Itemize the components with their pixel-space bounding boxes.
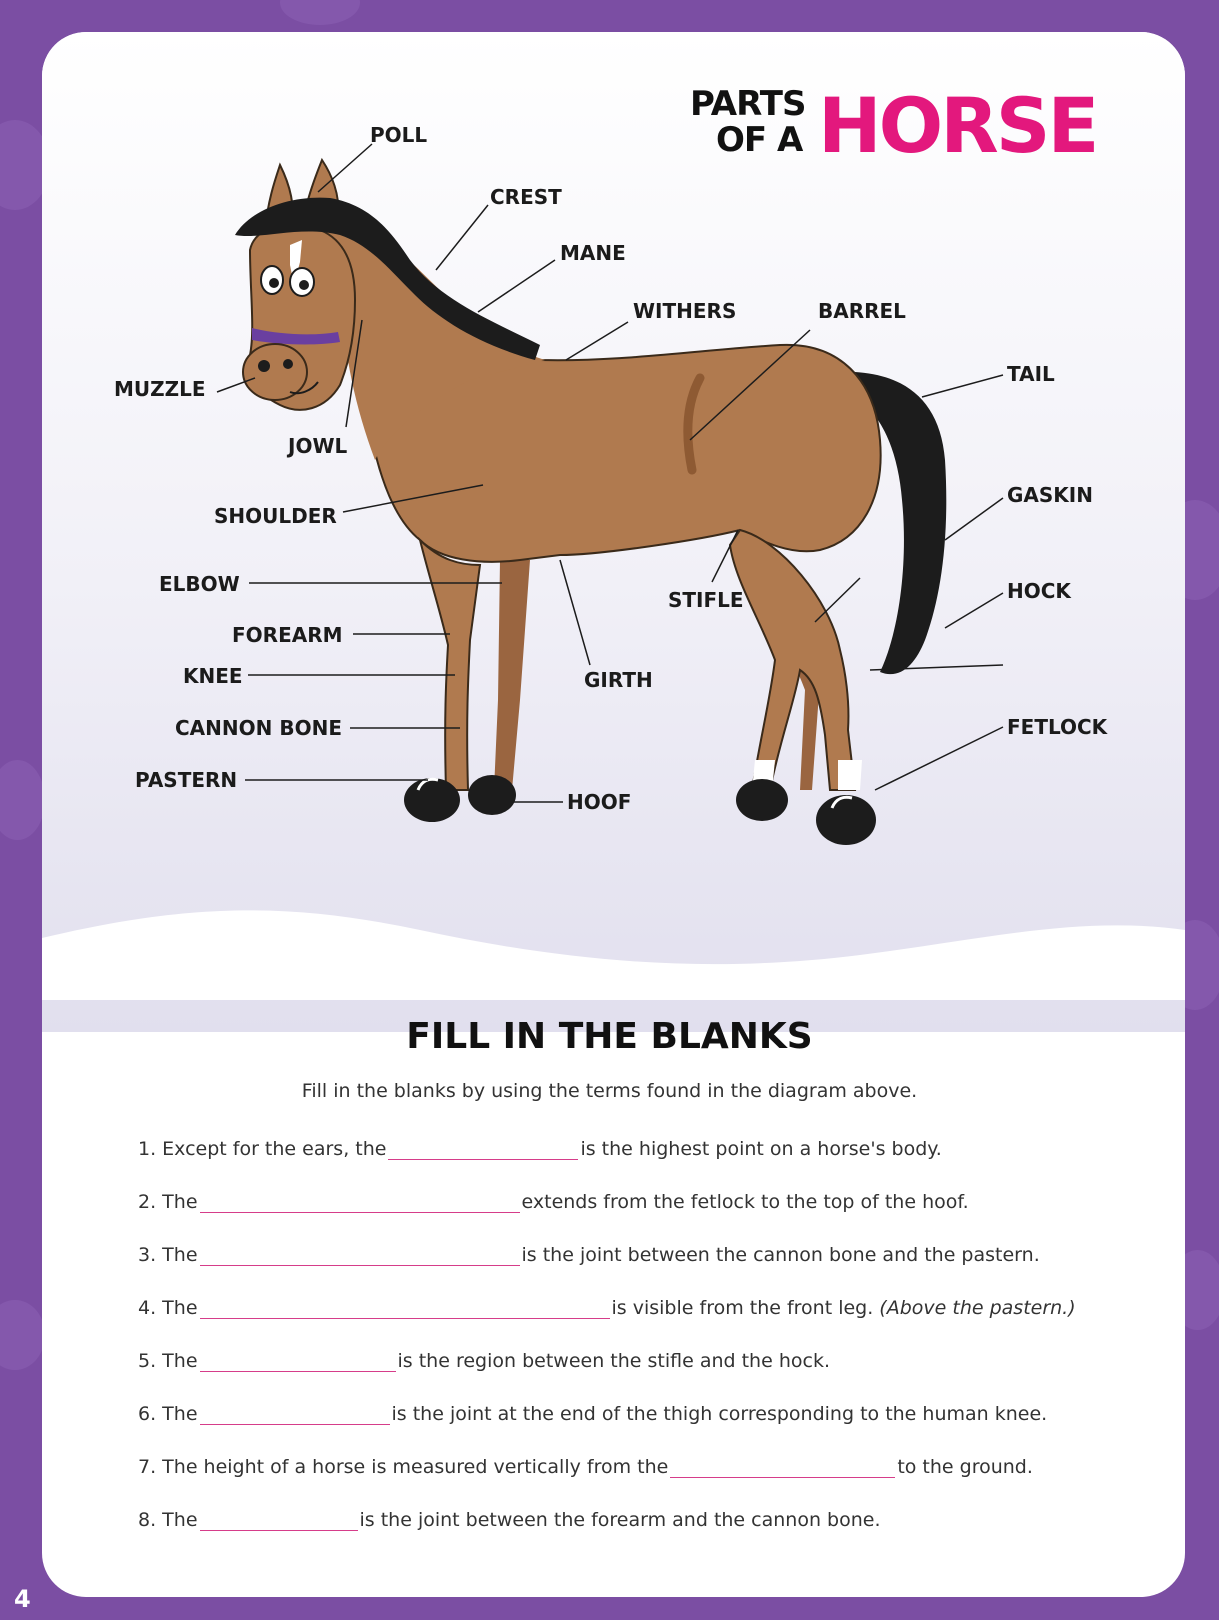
section-title: FILL IN THE BLANKS — [406, 1016, 813, 1057]
title-horse: HORSE — [818, 81, 1097, 170]
question-2 — [138, 1185, 969, 1213]
label-jowl: JOWL — [288, 434, 348, 458]
label-tail: TAIL — [1007, 362, 1055, 386]
label-muzzle: MUZZLE — [114, 377, 206, 401]
label-hoof: HOOF — [567, 790, 632, 814]
answer-blank-1[interactable] — [388, 1137, 578, 1160]
question-3 — [138, 1238, 1040, 1266]
label-cannon-bone: CANNON BONE — [175, 716, 342, 740]
question-text: is the highest point on a horse's body. — [580, 1138, 942, 1160]
question-text: is the joint between the cannon bone and the pastern. — [521, 1244, 1040, 1266]
question-text: 6. The — [138, 1403, 198, 1425]
horse-muzzle — [243, 344, 307, 400]
label-shoulder: SHOULDER — [214, 504, 337, 528]
hoof-front-far — [468, 775, 516, 815]
answer-blank-4[interactable] — [200, 1296, 610, 1319]
question-5 — [138, 1344, 830, 1372]
question-text: 5. The — [138, 1350, 198, 1372]
hoof-front-near — [404, 778, 460, 822]
answer-blank-3[interactable] — [200, 1243, 520, 1266]
question-1 — [138, 1132, 942, 1160]
label-crest: CREST — [490, 185, 562, 209]
question-4 — [138, 1291, 1076, 1319]
question-note: (Above the pastern.) — [879, 1297, 1076, 1319]
title-line-2: OF A — [716, 120, 803, 160]
title-line-1: PARTS — [690, 84, 806, 124]
question-text: is the region between the stifle and the hock. — [397, 1350, 830, 1372]
question-7 — [138, 1450, 1033, 1478]
question-text: extends from the fetlock to the top of the hoof. — [521, 1191, 969, 1213]
label-knee: KNEE — [183, 664, 243, 688]
label-fetlock: FETLOCK — [1007, 715, 1108, 739]
question-text: is the joint at the end of the thigh corresponding to the human knee. — [391, 1403, 1048, 1425]
answer-blank-8[interactable] — [200, 1508, 358, 1531]
label-stifle: STIFLE — [668, 588, 744, 612]
instructions: Fill in the blanks by using the terms found in the diagram above. — [301, 1080, 918, 1102]
page-number: 4 — [14, 1585, 31, 1613]
label-pastern: PASTERN — [135, 768, 238, 792]
question-text: to the ground. — [897, 1456, 1033, 1478]
hoof-back-near — [816, 795, 876, 845]
question-6 — [138, 1397, 1047, 1425]
label-girth: GIRTH — [584, 668, 653, 692]
label-withers: WITHERS — [633, 299, 737, 323]
answer-blank-7[interactable] — [670, 1455, 895, 1478]
question-text: 4. The — [138, 1297, 198, 1319]
front-leg-far — [494, 560, 530, 790]
label-elbow: ELBOW — [159, 572, 240, 596]
answer-blank-6[interactable] — [200, 1402, 390, 1425]
sock-back-near — [838, 760, 862, 790]
label-hock: HOCK — [1007, 579, 1071, 603]
label-gaskin: GASKIN — [1007, 483, 1093, 507]
question-8 — [138, 1503, 881, 1531]
wave-divider — [42, 910, 1185, 1000]
answer-blank-5[interactable] — [200, 1349, 396, 1372]
answer-blank-2[interactable] — [200, 1190, 520, 1213]
label-mane: MANE — [560, 241, 626, 265]
question-text: is visible from the front leg. — [611, 1297, 874, 1319]
hoof-back-far — [736, 779, 788, 821]
question-text: 3. The — [138, 1244, 198, 1266]
label-barrel: BARREL — [818, 299, 906, 323]
question-text: 2. The — [138, 1191, 198, 1213]
question-text: 8. The — [138, 1509, 198, 1531]
label-poll: POLL — [370, 123, 428, 147]
label-forearm: FOREARM — [232, 623, 343, 647]
question-text: 7. The height of a horse is measured vertically from the — [138, 1456, 669, 1478]
question-text: is the joint between the forearm and the cannon bone. — [359, 1509, 881, 1531]
back-leg-near — [730, 530, 855, 790]
question-text: 1. Except for the ears, the — [138, 1138, 387, 1160]
front-leg-near — [420, 540, 480, 790]
